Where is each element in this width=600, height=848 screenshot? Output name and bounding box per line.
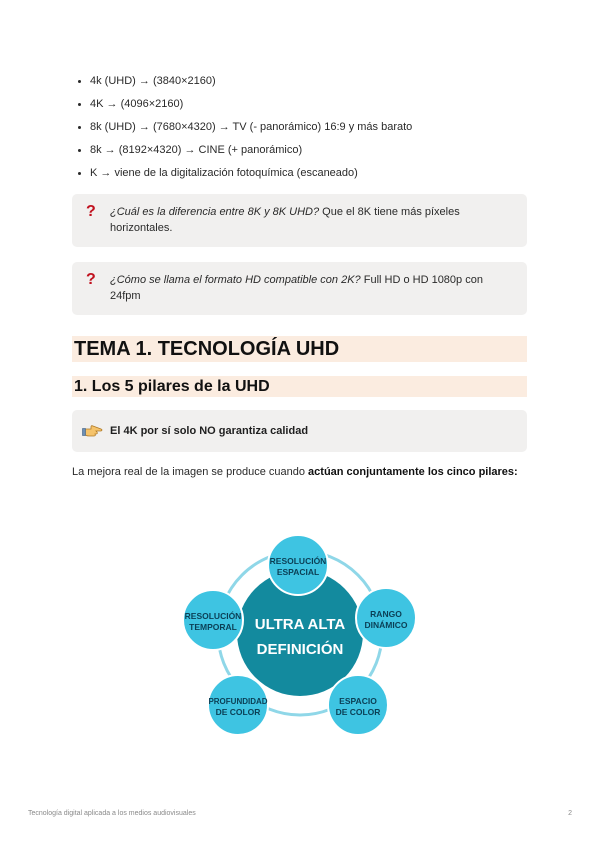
pillar-label-line2: TEMPORAL xyxy=(189,622,237,632)
question-mark-icon: ? xyxy=(86,271,96,288)
paragraph-text: La mejora real de la imagen se produce cuando xyxy=(72,466,309,478)
pillar-label-line2: DINÁMICO xyxy=(364,620,408,630)
pillar-label-line2: DE COLOR xyxy=(215,707,261,717)
callout-answer: Que el 8K tiene más píxeles horizontales. xyxy=(110,206,460,234)
list-item: • 8k (UHD) → (7680×4320) → TV (- panorámico) 16:9 y más barato xyxy=(90,116,570,139)
center-label-line1: ULTRA ALTA xyxy=(254,616,346,633)
pillar-label-line1: RANGO xyxy=(370,609,402,619)
question-callout xyxy=(72,262,527,315)
pillar-node xyxy=(356,588,416,648)
bullet-list xyxy=(76,70,570,185)
pillar-label-line2: ESPACIAL xyxy=(276,567,320,577)
pointing-hand-icon xyxy=(82,422,104,440)
pillar-node xyxy=(208,675,268,735)
callout-answer: Full HD o HD 1080p con 24fpm xyxy=(110,274,483,302)
pillar-label-line1: RESOLUCIÓN xyxy=(269,556,327,566)
center-label-line2: DEFINICIÓN xyxy=(256,641,344,658)
note-text: El 4K por sí solo NO garantiza calidad xyxy=(110,425,309,437)
footer-page-number: 2 xyxy=(568,810,572,817)
body-paragraph xyxy=(72,464,527,481)
question-mark-icon: ? xyxy=(86,203,96,220)
pillar-label-line1: PROFUNDIDAD xyxy=(208,697,268,706)
pillar-label-line1: ESPACIO xyxy=(339,696,377,706)
pillar-label-line1: RESOLUCIÓN xyxy=(184,611,242,621)
subsection-heading: 1. Los 5 pilares de la UHD xyxy=(72,376,527,397)
list-item: • 4k (UHD) → (3840×2160) xyxy=(90,70,570,93)
pillar-node xyxy=(183,590,243,650)
list-item: • K → viene de la digitalización fotoquímica (escaneado) xyxy=(90,162,570,185)
list-item: • 8k → (8192×4320) → CINE (+ panorámico) xyxy=(90,139,570,162)
note-callout xyxy=(72,410,527,452)
callout-question: ¿Cómo se llama el formato HD compatible con 2K? xyxy=(110,274,361,286)
question-callout xyxy=(72,194,527,247)
pillar-node xyxy=(268,535,328,595)
pillar-label-line2: DE COLOR xyxy=(335,707,381,717)
list-item: • 4K → (4096×2160) xyxy=(90,93,570,116)
section-heading: TEMA 1. TECNOLOGÍA UHD xyxy=(72,336,527,362)
uhd-pillars-diagram xyxy=(170,528,430,738)
callout-text xyxy=(110,206,460,234)
callout-question: ¿Cuál es la diferencia entre 8K y 8K UHD? xyxy=(110,206,320,218)
pillar-node xyxy=(328,675,388,735)
paragraph-bold-text: actúan conjuntamente los cinco pilares: xyxy=(308,466,518,478)
callout-text xyxy=(110,274,483,302)
footer-course-title: Tecnología digital aplicada a los medios audiovisuales xyxy=(28,810,196,817)
